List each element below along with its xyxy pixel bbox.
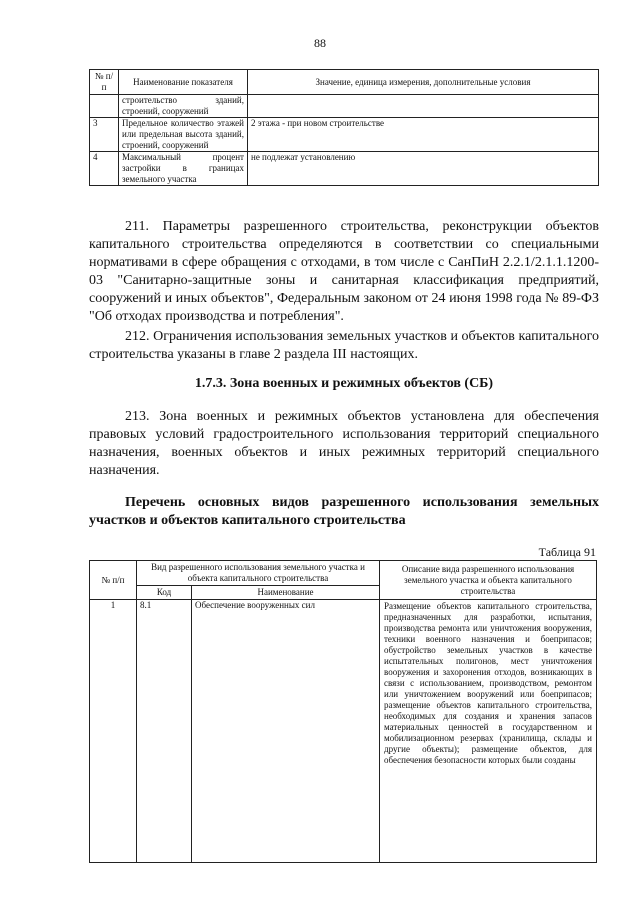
header-description: Описание вида разрешенного использования земельного участка и объекта капитального строительства [380,561,597,600]
row-name: Обеспечение вооруженных сил [192,600,380,863]
row-num: 3 [90,118,119,152]
row-name: Предельное количество этажей или предельная высота зданий, строений, сооружений [119,118,248,152]
header-name: Наименование [192,586,380,600]
row-name: строительство зданий, строений, сооружений [119,95,248,118]
paragraph-213: 213. Зона военных и режимных объектов установлена для обеспечения правовых условий градостроительного использования территорий специального назначения, военных объектов и иных режимных территорий специального назначения. [89,409,599,478]
section-heading: 1.7.3. Зона военных и режимных объектов (СБ) [194,376,494,391]
row-description-text: Размещение объектов капитального строительства, предназначенных для разработки, испытания, производства ремонта или уничтожения вооружения, техники военного назначения и боеприпасов; обустройство земельных участков в качестве испытательных полигонов, мест уничтожения вооружения и захоронения отходов, возникающих в связи с использованием, производством, ремонтом или уничтожением вооружений или боеприпасов; размещение объектов капитального строительства, необходимых для создания и хранения запасов материальных ценностей в государственном и мобилизационном резервах (хранилища, склады и другие объекты); размещение объектов, для обеспечения безопасности которых были созданы [384,601,592,765]
row-num [90,95,119,118]
header-value: Значение, единица измерения, дополнительные условия [248,70,599,95]
row-value: не подлежат установлению [248,152,599,186]
header-num: № п/п [90,70,119,95]
paragraph-212: 212. Ограничения использования земельных участков и объектов капитального строительства указаны в главе 2 раздела III настоящих. [89,329,599,362]
header-name: Наименование показателя [119,70,248,95]
parameters-table [89,69,599,186]
table-caption: Таблица 91 [538,545,596,559]
header-kind-group: Вид разрешенного использования земельного участка и объекта капитального строительства [137,561,380,586]
row-name: Максимальный процент застройки в границах земельного участка [119,152,248,186]
table-header-row [90,561,597,586]
table-row [90,95,599,118]
page-number: 88 [314,36,326,50]
header-code: Код [137,586,192,600]
table-row [90,600,597,863]
row-num: 4 [90,152,119,186]
row-value [248,95,599,118]
table-row [90,152,599,186]
table-row [90,118,599,152]
table-header-row [90,70,599,95]
paragraph-211: 211. Параметры разрешенного строительства, реконструкции объектов капитального строительства определяются в соответствии со специальными нормативами в сфере обращения с отходами, в том числе с СанПиН 2.2.1/2.1.1.1200-03 "Санитарно-защитные зоны и санитарная классификация предприятий, сооружений и иных объектов", Федеральным законом от 24 июня 1998 года № 89-ФЗ "Об отходах производства и потребления". [89,219,599,324]
row-code: 8.1 [137,600,192,863]
row-num: 1 [90,600,137,863]
row-value: 2 этажа - при новом строительстве [248,118,599,152]
header-num: № п/п [90,561,137,600]
row-description [380,600,597,863]
list-heading: Перечень основных видов разрешенного использования земельных участков и объектов капитального строительства [89,495,599,528]
permitted-use-table [89,560,597,863]
